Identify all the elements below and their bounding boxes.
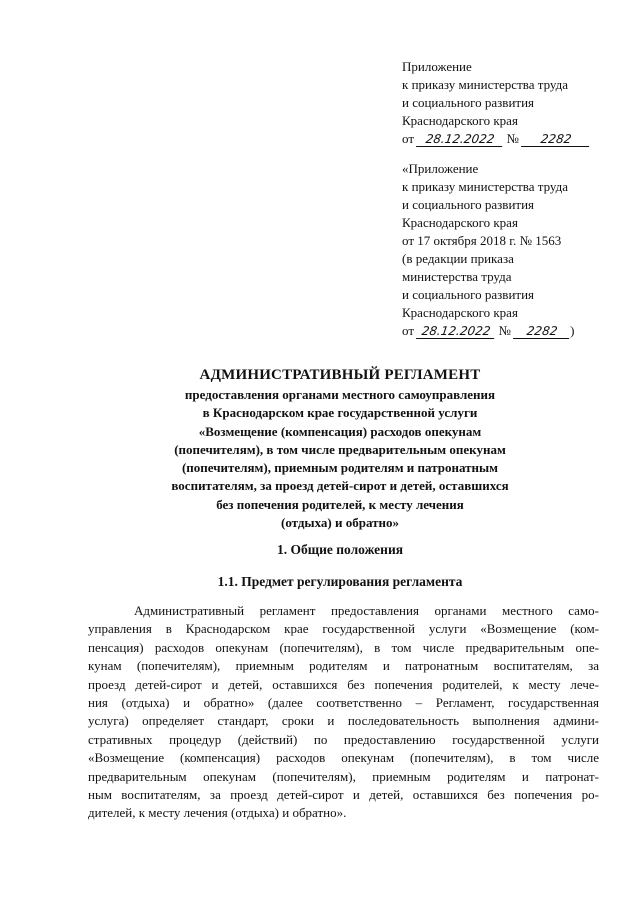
appendix-date-line <box>402 322 632 340</box>
paragraph-line: кунам (попечителям), приемным родителям и патронатным воспитателям, за <box>88 658 599 674</box>
section-heading: 1. Общие положения <box>276 542 404 557</box>
subtitle-line: (попечителям), в том числе предварительным опекунам <box>174 441 506 457</box>
paragraph-line: стративных процедур (действий) по предоставлению государственной услуги <box>88 731 599 747</box>
appendix-line: от 17 октября 2018 г. № 1563 <box>402 233 562 248</box>
paragraph-line: услуга) определяет стандарт, сроки и последовательность выполнения админи- <box>88 713 599 729</box>
appendix-line: и социального развития <box>402 197 535 212</box>
closing-paren: ) <box>570 323 575 338</box>
paragraph-line: дителей, к месту лечения (отдыха) и обратно». <box>88 805 347 821</box>
appendix-block-original <box>402 160 632 340</box>
subtitle-line: (попечителям), приемным родителям и патронатным <box>181 460 499 476</box>
paragraph-line: «Возмещение (компенсация) расходов опекунам (попечителям), в том числе <box>88 750 599 766</box>
appendix-line: Краснодарского края <box>402 305 518 320</box>
appendix-line: к приказу министерства труда <box>402 179 568 194</box>
appendix-line: и социального развития <box>402 287 535 302</box>
subtitle-line: без попечения родителей, к месту лечения <box>216 496 464 512</box>
paragraph-line: предварительным опекунам (попечителям), приемным родителям и патронат- <box>88 768 599 784</box>
paragraph-line: Административный регламент предоставления органами местного само- <box>134 603 599 618</box>
handwritten-number: 2282 <box>521 133 591 147</box>
appendix-block-current <box>402 58 632 148</box>
date-prefix: от <box>402 131 415 146</box>
document-title: АДМИНИСТРАТИВНЫЙ РЕГЛАМЕНТ <box>199 367 481 383</box>
appendix-line: к приказу министерства труда <box>402 77 568 92</box>
number-sign: № <box>506 131 519 146</box>
appendix-line: «Приложение <box>402 161 479 176</box>
handwritten-date: 28.12.2022 <box>416 133 504 147</box>
subtitle-line: в Краснодарском крае государственной услуги <box>202 405 478 421</box>
appendix-line: и социального развития <box>402 95 535 110</box>
number-sign: № <box>498 323 511 338</box>
handwritten-date: 28.12.2022 <box>416 325 496 339</box>
subtitle-line: воспитателям, за проезд детей-сирот и детей, оставшихся <box>171 478 509 494</box>
subtitle-line: «Возмещение (компенсация) расходов опекунам <box>198 423 482 439</box>
document-subtitle <box>100 386 580 532</box>
regulation-paragraph <box>88 602 599 823</box>
paragraph-line: ным воспитателям, за проезд детей-сирот и детей, оставшихся без попечения ро- <box>88 787 599 803</box>
appendix-line: Краснодарского края <box>402 215 518 230</box>
appendix-line: министерства труда <box>402 269 512 284</box>
subtitle-line: (отдыха) и обратно» <box>280 515 399 531</box>
paragraph-line: ния (отдыха) и обратно» (далее соответственно – Регламент, государственная <box>88 695 599 711</box>
appendix-line: Краснодарского края <box>402 113 518 128</box>
paragraph-line: управления в Краснодарском крае государственной услуги «Возмещение (ком- <box>88 621 599 637</box>
paragraph-line: пенсация) расходов опекунам (попечителям), в том числе предварительным опе- <box>88 639 599 655</box>
handwritten-number: 2282 <box>513 325 571 339</box>
subsection-heading: 1.1. Предмет регулирования регламента <box>217 574 463 589</box>
date-prefix: от <box>402 323 415 338</box>
appendix-date-line <box>402 130 632 148</box>
subtitle-line: предоставления органами местного самоуправления <box>184 387 496 402</box>
paragraph-line: проезд детей-сирот и детей, оставшихся без попечения родителей, к месту лече- <box>88 676 599 692</box>
appendix-line: (в редакции приказа <box>402 251 514 266</box>
appendix-line: Приложение <box>402 59 472 74</box>
